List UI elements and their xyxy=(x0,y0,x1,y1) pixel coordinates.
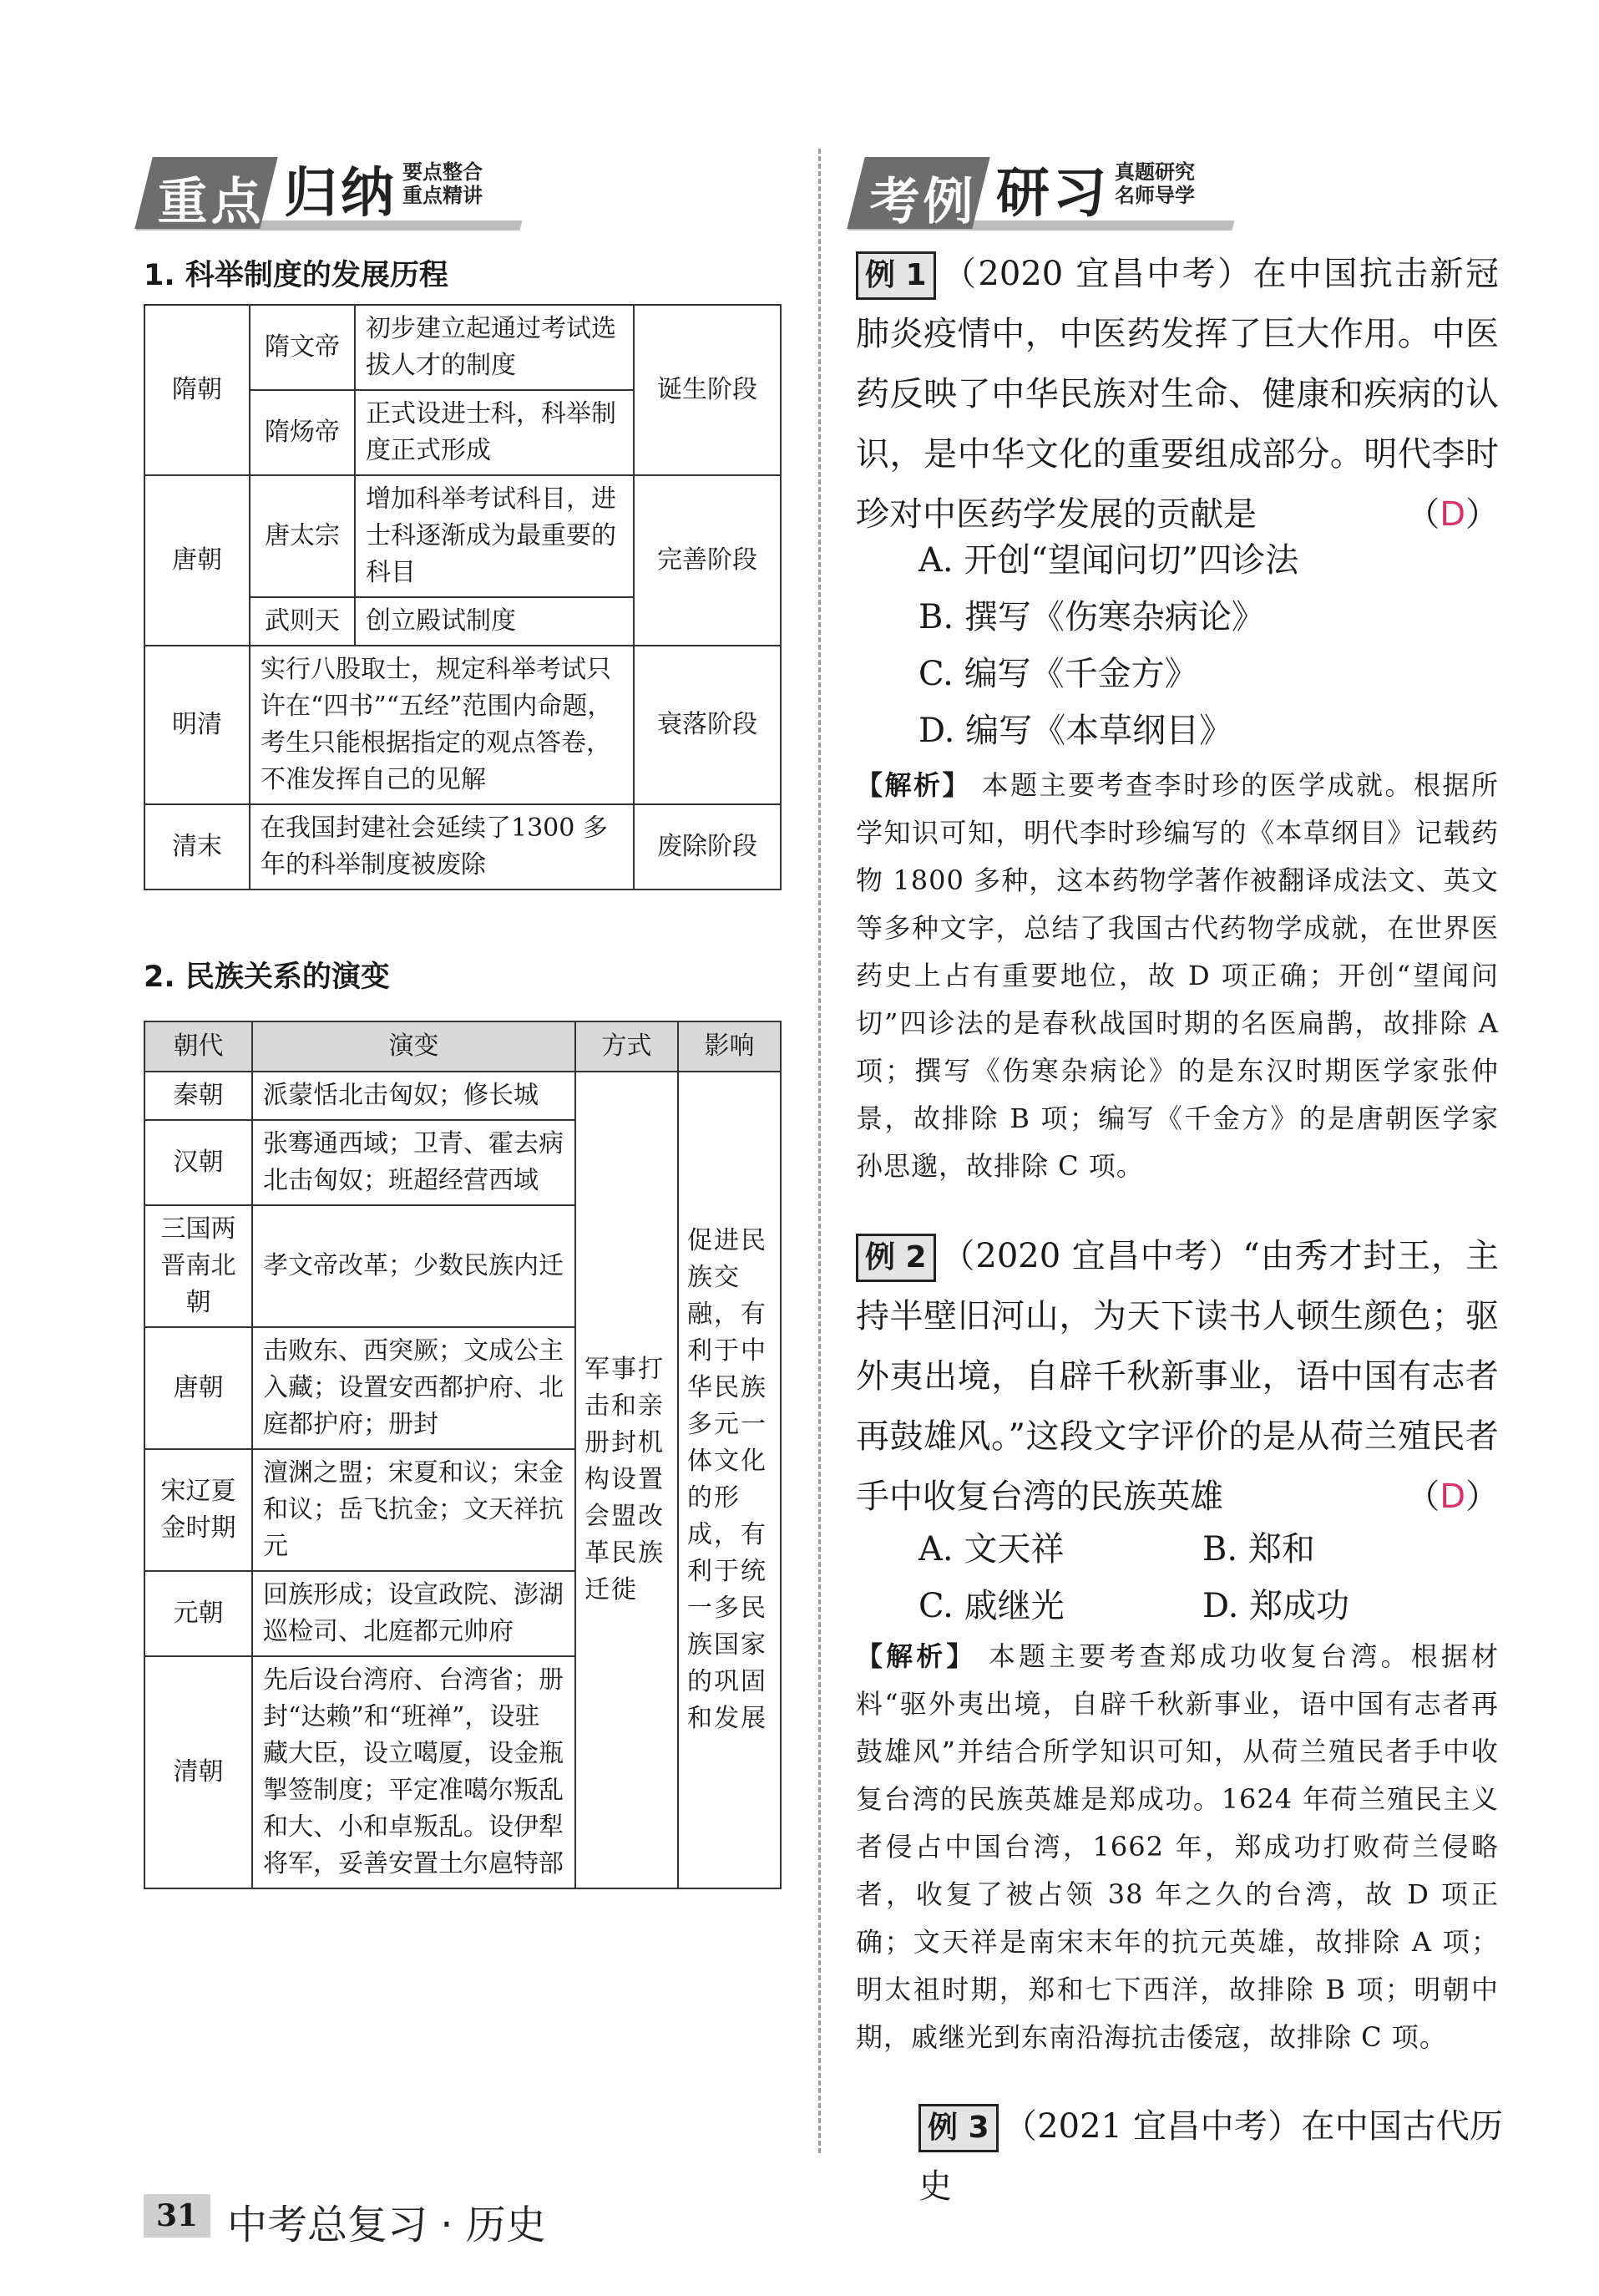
dynasty-cell: 秦朝 xyxy=(144,1072,252,1120)
example3-text: （2021 宜昌中考）在中国古代历史 xyxy=(918,2107,1503,2206)
content-cell: 初步建立起通过考试选拔人才的制度 xyxy=(355,305,634,390)
change-cell: 张骞通西域；卫青、霍去病北击匈奴；班超经营西域 xyxy=(252,1120,575,1205)
dynasty-cell: 汉朝 xyxy=(144,1120,252,1205)
column-divider xyxy=(818,149,821,2153)
emperor-cell: 隋文帝 xyxy=(250,305,355,390)
content-cell: 增加科举考试科目，进士科逐渐成为最重要的科目 xyxy=(355,475,634,597)
page-number: 31 xyxy=(144,2194,210,2238)
example1-analysis xyxy=(856,762,1499,1190)
example2-option-c: C. 戚继光 xyxy=(918,1587,1065,1625)
header-dynasty: 朝代 xyxy=(144,1021,252,1072)
paren-close: ） xyxy=(1465,495,1499,534)
example1-label: 例 1 xyxy=(856,251,936,300)
banner-title: 归纳 xyxy=(284,163,397,225)
content-cell: 正式设进士科，科举制度正式形成 xyxy=(355,390,634,475)
banner-sub1: 要点整合 xyxy=(402,160,483,184)
table-row xyxy=(144,646,781,804)
header-change: 演变 xyxy=(252,1021,575,1072)
banner-subtitle xyxy=(1115,160,1195,207)
paren-open: （ xyxy=(1406,495,1440,534)
table-header-row xyxy=(144,1021,781,1072)
banner-tag-text: 考例 xyxy=(869,173,977,231)
banner-sub1: 真题研究 xyxy=(1115,160,1195,184)
era-cell: 清末 xyxy=(144,804,250,890)
stage-cell: 诞生阶段 xyxy=(634,305,781,475)
banner-tag xyxy=(134,157,277,229)
stage-cell: 废除阶段 xyxy=(634,804,781,890)
example1-answer-bracket xyxy=(1406,484,1499,545)
example1-option-b: B. 撰写《伤寒杂病论》 xyxy=(918,598,1265,636)
method-cell: 军事打击和亲册封机构设置会盟改革民族迁徙 xyxy=(575,1072,678,1888)
example2-stem xyxy=(856,1226,1499,1527)
example2-option-a: A. 文天祥 xyxy=(918,1530,1065,1569)
change-cell: 孝文帝改革；少数民族内迁 xyxy=(252,1205,575,1327)
analysis-heading: 【解析】 xyxy=(856,769,971,801)
example2-answer-bracket xyxy=(1406,1467,1499,1527)
right-section-banner xyxy=(856,149,1248,234)
influence-cell: 促进民族交融，有利于中华民族多元一体文化的形成，有利于统一多民族国家的巩固和发展 xyxy=(678,1072,781,1888)
keju-table xyxy=(144,304,782,890)
left-section-banner xyxy=(144,149,536,234)
example2-analysis xyxy=(856,1633,1499,2061)
example2-option-d: D. 郑成功 xyxy=(1202,1587,1350,1625)
example1-text: （2020 宜昌中考）在中国抗击新冠肺炎疫情中，中医药发挥了巨大作用。中医药反映了中华民族对生命、健康和疾病的认识，是中华文化的重要组成部分。明代李时珍对中医药学发展的贡献是 xyxy=(856,255,1499,534)
table-row xyxy=(144,804,781,890)
paren-close: ） xyxy=(1465,1477,1499,1516)
change-cell: 澶渊之盟；宋夏和议；宋金和议；岳飞抗金；文天祥抗元 xyxy=(252,1449,575,1571)
banner-tag xyxy=(847,157,989,229)
dynasty-cell: 宋辽夏金时期 xyxy=(144,1449,252,1571)
analysis-text: 本题主要考查郑成功收复台湾。根据材料“驱外夷出境，自辟千秋新事业，语中国有志者再鼓雄风”并结合所学知识可知，从荷兰殖民者手中收复台湾的民族英雄是郑成功。1624 年荷兰殖民主义者侵占中国台湾，1662 年，郑成功打败荷兰侵略者，收复了被占领 38 年之久的台湾，故 D 项正确；文天祥是南宋末年的抗元英雄，故排除 A 项；明太祖时期，郑和七下西洋，故排除 B 项；明朝中期，戚继光到东南沿海抗击倭寇，故排除 C 项。 xyxy=(856,1640,1499,2053)
content-cell: 实行八股取士，规定科举考试只许在“四书”“五经”范围内命题，考生只能根据指定的观点答卷，不准发挥自己的见解 xyxy=(250,646,634,804)
stage-cell: 完善阶段 xyxy=(634,475,781,646)
content-cell: 创立殿试制度 xyxy=(355,597,634,646)
section2-title: 2. 民族关系的演变 xyxy=(144,960,390,994)
analysis-heading: 【解析】 xyxy=(856,1640,977,1672)
example2-answer: D xyxy=(1440,1477,1465,1516)
stage-cell: 衰落阶段 xyxy=(634,646,781,804)
example2-option-b: B. 郑和 xyxy=(1202,1530,1315,1569)
change-cell: 回族形成；设宣政院、澎湖巡检司、北庭都元帅府 xyxy=(252,1571,575,1656)
banner-title: 研习 xyxy=(996,163,1110,225)
banner-sub2: 名师导学 xyxy=(1115,184,1195,207)
dynasty-cell: 三国两晋南北朝 xyxy=(144,1205,252,1327)
book-title: 中考总复习 · 历史 xyxy=(227,2202,546,2248)
example1-stem xyxy=(856,244,1499,545)
change-cell: 击败东、西突厥；文成公主入藏；设置安西都护府、北庭都护府；册封 xyxy=(252,1327,575,1449)
banner-subtitle xyxy=(402,160,483,207)
emperor-cell: 武则天 xyxy=(250,597,355,646)
paren-open: （ xyxy=(1406,1477,1440,1516)
emperor-cell: 唐太宗 xyxy=(250,475,355,597)
era-cell: 唐朝 xyxy=(144,475,250,646)
content-cell: 在我国封建社会延续了1300 多年的科举制度被废除 xyxy=(250,804,634,890)
banner-tag-text: 重点 xyxy=(157,173,265,231)
change-cell: 派蒙恬北击匈奴；修长城 xyxy=(252,1072,575,1120)
banner-sub2: 重点精讲 xyxy=(402,184,483,207)
header-influence: 影响 xyxy=(678,1021,781,1072)
example3-stem xyxy=(918,2096,1503,2217)
section1-title: 1. 科举制度的发展历程 xyxy=(144,259,448,292)
table-row xyxy=(144,475,781,597)
example1-option-a: A. 开创“望闻问切”四诊法 xyxy=(918,541,1299,580)
example2-text: （2020 宜昌中考）“由秀才封王，主持半壁旧河山，为天下读书人顿生颜色；驱外夷出境，自辟千秋新事业，语中国有志者再鼓雄风。”这段文字评价的是从荷兰殖民者手中收复台湾的民族英雄 xyxy=(856,1237,1499,1516)
example1-option-c: C. 编写《千金方》 xyxy=(918,655,1198,693)
change-cell: 先后设台湾府、台湾省；册封“达赖”和“班禅”，设驻藏大臣，设立噶厦，设金瓶掣签制度；平定准噶尔叛乱和大、小和卓叛乱。设伊犁将军，妥善安置土尔扈特部 xyxy=(252,1656,575,1888)
example1-option-d: D. 编写《本草纲目》 xyxy=(918,712,1233,750)
table-row xyxy=(144,305,781,390)
dynasty-cell: 元朝 xyxy=(144,1571,252,1656)
header-method: 方式 xyxy=(575,1021,678,1072)
table-row xyxy=(144,1072,781,1120)
example2-label: 例 2 xyxy=(856,1234,936,1282)
dynasty-cell: 唐朝 xyxy=(144,1327,252,1449)
era-cell: 隋朝 xyxy=(144,305,250,475)
example3-label: 例 3 xyxy=(918,2104,999,2152)
dynasty-cell: 清朝 xyxy=(144,1656,252,1888)
emperor-cell: 隋炀帝 xyxy=(250,390,355,475)
ethnic-relations-table xyxy=(144,1021,782,1889)
example1-answer: D xyxy=(1440,495,1465,534)
analysis-text: 本题主要考查李时珍的医学成就。根据所学知识可知，明代李时珍编写的《本草纲目》记载药物 1800 多种，这本药物学著作被翻译成法文、英文等多种文字，总结了我国古代药物学成就，在世界医药史上占有重要地位，故 D 项正确；开创“望闻问切”四诊法的是春秋战国时期的名医扁鹊，故排除 A 项；撰写《伤寒杂病论》的是东汉时期医学家张仲景，故排除 B 项；编写《千金方》的是唐朝医学家孙思邈，故排除 C 项。 xyxy=(856,769,1499,1182)
era-cell: 明清 xyxy=(144,646,250,804)
